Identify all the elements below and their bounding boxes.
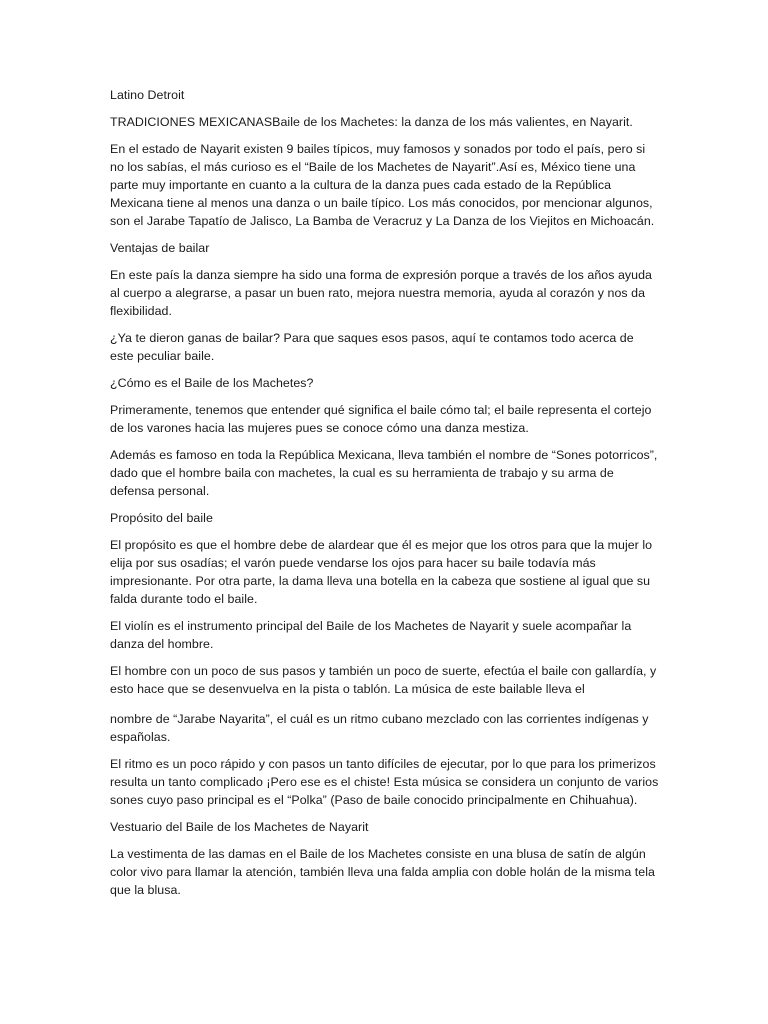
paragraph-proposito: El propósito es que el hombre debe de alardear que él es mejor que los otros para que la mujer lo elija por sus osadías; el varón puede vendarse los ojos para hacer su baile todavía más impresionante. Por otra parte, la dama lleva una botella en la cabeza que sostiene al igual que su falda durante todo el baile. <box>110 538 653 606</box>
paragraph-ganas: ¿Ya te dieron ganas de bailar? Para que saques esos pasos, aquí te contamos todo acerca de este peculiar baile. <box>110 331 634 363</box>
paragraph-vestimenta: La vestimenta de las damas en el Baile de los Machetes consiste en una blusa de satín de algún color vivo para llamar la atención, también lleva una falda amplia con doble holán de la misma tela que la blusa. <box>110 847 655 897</box>
paragraph-ritmo: El ritmo es un poco rápido y con pasos un tanto difíciles de ejecutar, por lo que para los primerizos resulta un tanto complicado ¡Pero ese es el chiste! Esta música se considera un conjunto de varios sones cuyo paso principal es el “Polka” (Paso de baile conocido principalmente en Chihuahua). <box>110 757 659 807</box>
document-title: TRADICIONES MEXICANASBaile de los Machetes: la danza de los más valientes, en Nayarit. <box>110 115 633 129</box>
paragraph-ademas: Además es famoso en toda la República Mexicana, lleva también el nombre de “Sones potorricos”, dado que el hombre baila con machetes, la cual es su herramienta de trabajo y su arma de defensa personal. <box>110 448 658 498</box>
paragraph-hombre: El hombre con un poco de sus pasos y también un poco de suerte, efectúa el baile con gallardía, y esto hace que se desenvuelva en la pista o tablón. La música de este bailable lleva el <box>110 664 657 696</box>
paragraph-jarabe: nombre de “Jarabe Nayarita”, el cuál es un ritmo cubano mezclado con las corrientes indígenas y españolas. <box>110 712 649 744</box>
section-heading-como-es: ¿Cómo es el Baile de los Machetes? <box>110 376 314 390</box>
document-header: Latino Detroit <box>110 88 185 102</box>
intro-paragraph: En el estado de Nayarit existen 9 bailes típicos, muy famosos y sonados por todo el país, pero si no los sabías, el más curioso es el “Baile de los Machetes de Nayarit”.Así es, México tiene una parte muy importante en cuanto a la cultura de la danza pues cada estado de la República Mexicana tiene al menos una danza o un baile típico. Los más conocidos, por mencionar algunos, son el Jarabe Tapatío de Jalisco, La Bamba de Veracruz y La Danza de los Viejitos en Michoacán. <box>110 142 655 228</box>
section-heading-proposito: Propósito del baile <box>110 511 213 525</box>
paragraph-primeramente: Primeramente, tenemos que entender qué significa el baile cómo tal; el baile representa el cortejo de los varones hacia las mujeres pues se conoce cómo una danza mestiza. <box>110 403 652 435</box>
document-body <box>110 86 660 908</box>
paragraph-violin: El violín es el instrumento principal del Baile de los Machetes de Nayarit y suele acompañar la danza del hombre. <box>110 619 632 651</box>
paragraph-ventajas: En este país la danza siempre ha sido una forma de expresión porque a través de los años ayuda al cuerpo a alegrarse, a pasar un buen rato, mejora nuestra memoria, ayuda al corazón y nos da flexibilidad. <box>110 268 652 318</box>
section-heading-ventajas: Ventajas de bailar <box>110 241 210 255</box>
section-heading-vestuario: Vestuario del Baile de los Machetes de Nayarit <box>110 820 369 834</box>
